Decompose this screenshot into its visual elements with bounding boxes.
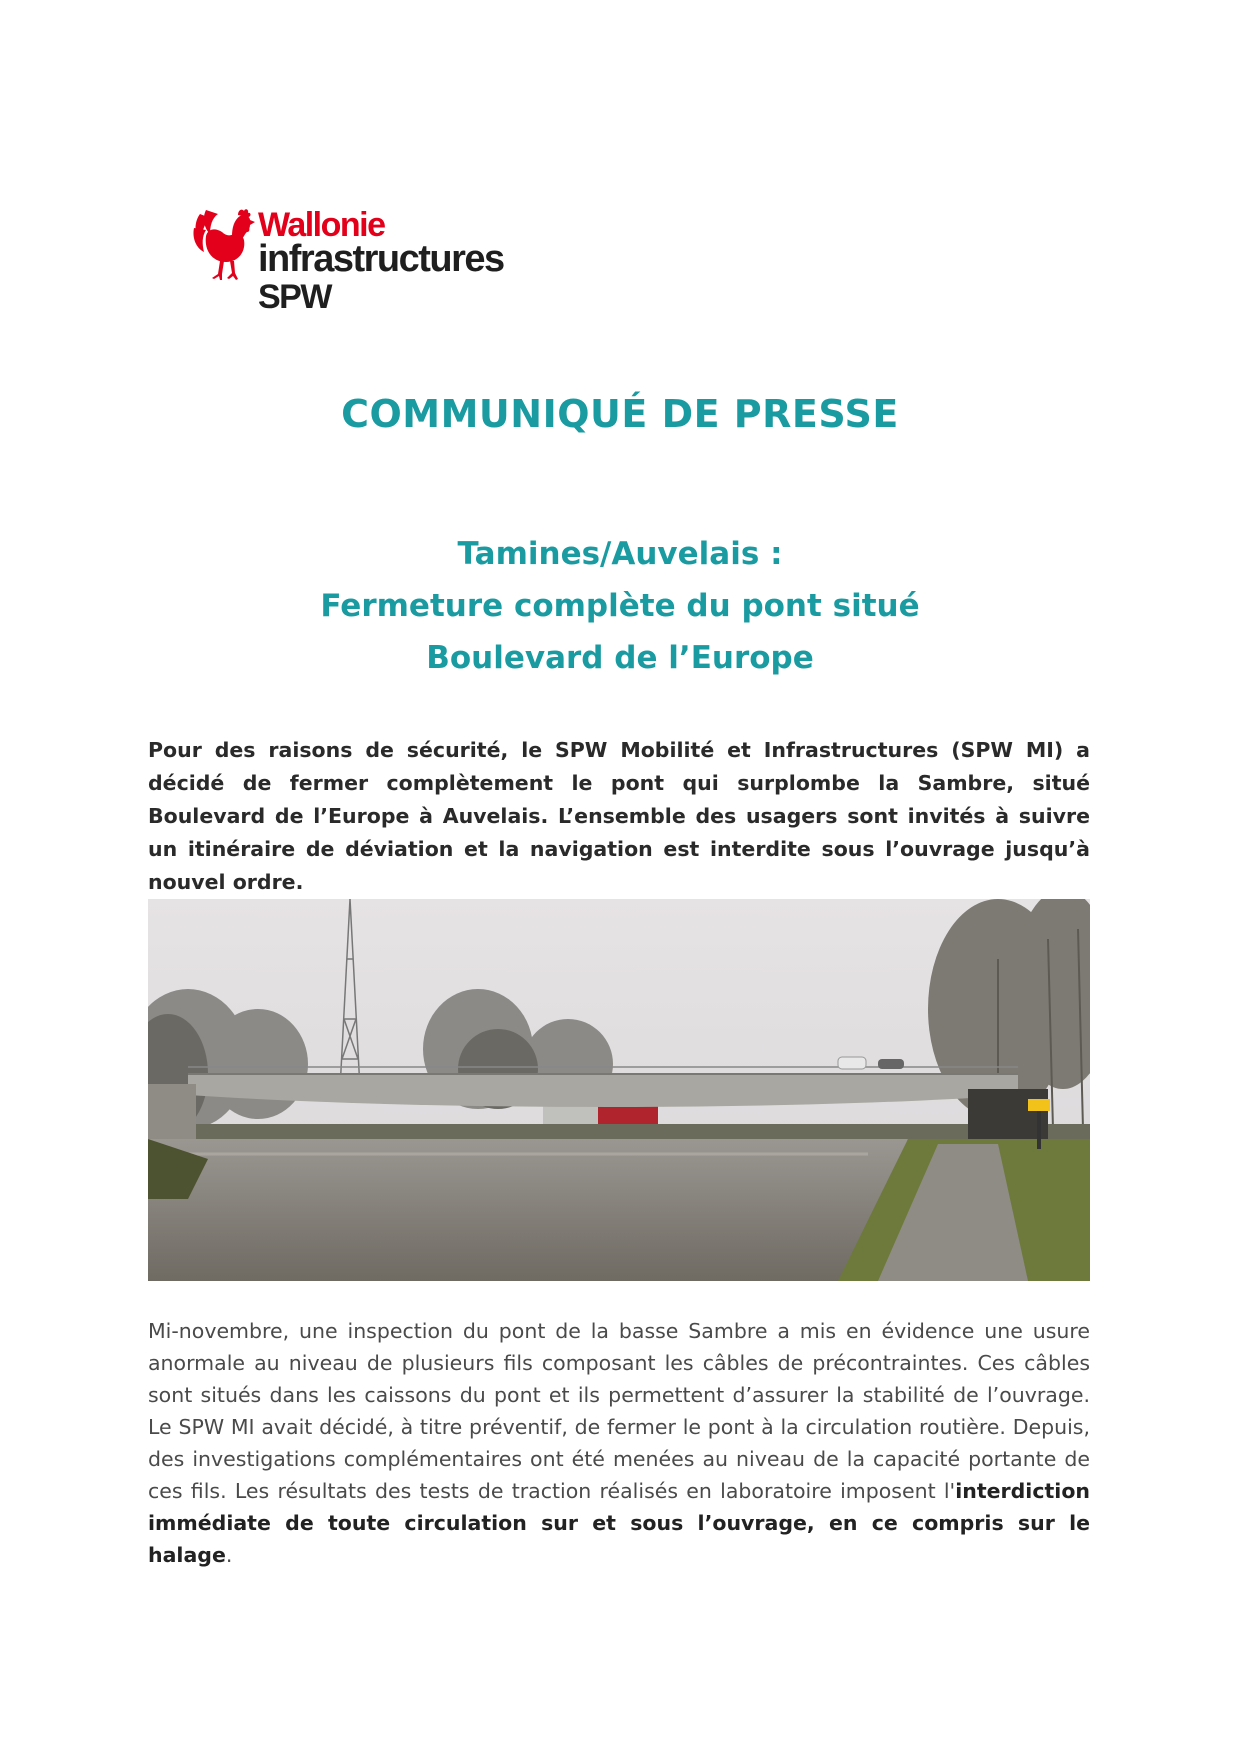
lead-paragraph: Pour des raisons de sécurité, le SPW Mobilité et Infrastructures (SPW MI) a décidé de fermer complètement le pont qui surplombe la Sambre, situé Boulevard de l’Europe à Auvelais. L’ensemble des usagers sont invités à suivre un itinéraire de déviation et la navigation est interdite sous l’ouvrage jusqu’à nouvel ordre. (148, 738, 1090, 894)
subtitle-line-3: Boulevard de l’Europe (426, 640, 814, 676)
body-text-part-2: . (225, 1543, 233, 1567)
subtitle-line-1: Tamines/Auvelais : (457, 536, 783, 572)
logo-infrastructures: infrastructures (258, 238, 504, 280)
logo-wallonie: Wallonie (258, 206, 385, 244)
logo-spw: SPW (258, 278, 331, 316)
press-subtitle (0, 528, 1240, 684)
body-paragraph (148, 1315, 1090, 1571)
page-title: COMMUNIQUÉ DE PRESSE (341, 392, 899, 436)
bridge-photo (148, 899, 1090, 1281)
subtitle-line-2: Fermeture complète du pont situé (320, 588, 920, 624)
rooster-icon (192, 206, 258, 282)
body-text-emphasis: interdiction immédiate de toute circulation sur et sous l’ouvrage, en ce compris sur le halage (148, 1479, 1090, 1567)
spw-logo (192, 202, 532, 316)
body-text-part-1: Mi-novembre, une inspection du pont de la basse Sambre a mis en évidence une usure anormale au niveau de plusieurs fils composant les câbles de précontraintes. Ces câbles sont situés dans les caissons du pont et ils permettent d’assurer la stabilité de l’ouvrage. Le SPW MI avait décidé, à titre préventif, de fermer le pont à la circulation routière. Depuis, des investigations complémentaires ont été menées au niveau de la capacité portante de ces fils. Les résultats des tests de traction réalisés en laboratoire imposent l' (148, 1319, 1090, 1503)
